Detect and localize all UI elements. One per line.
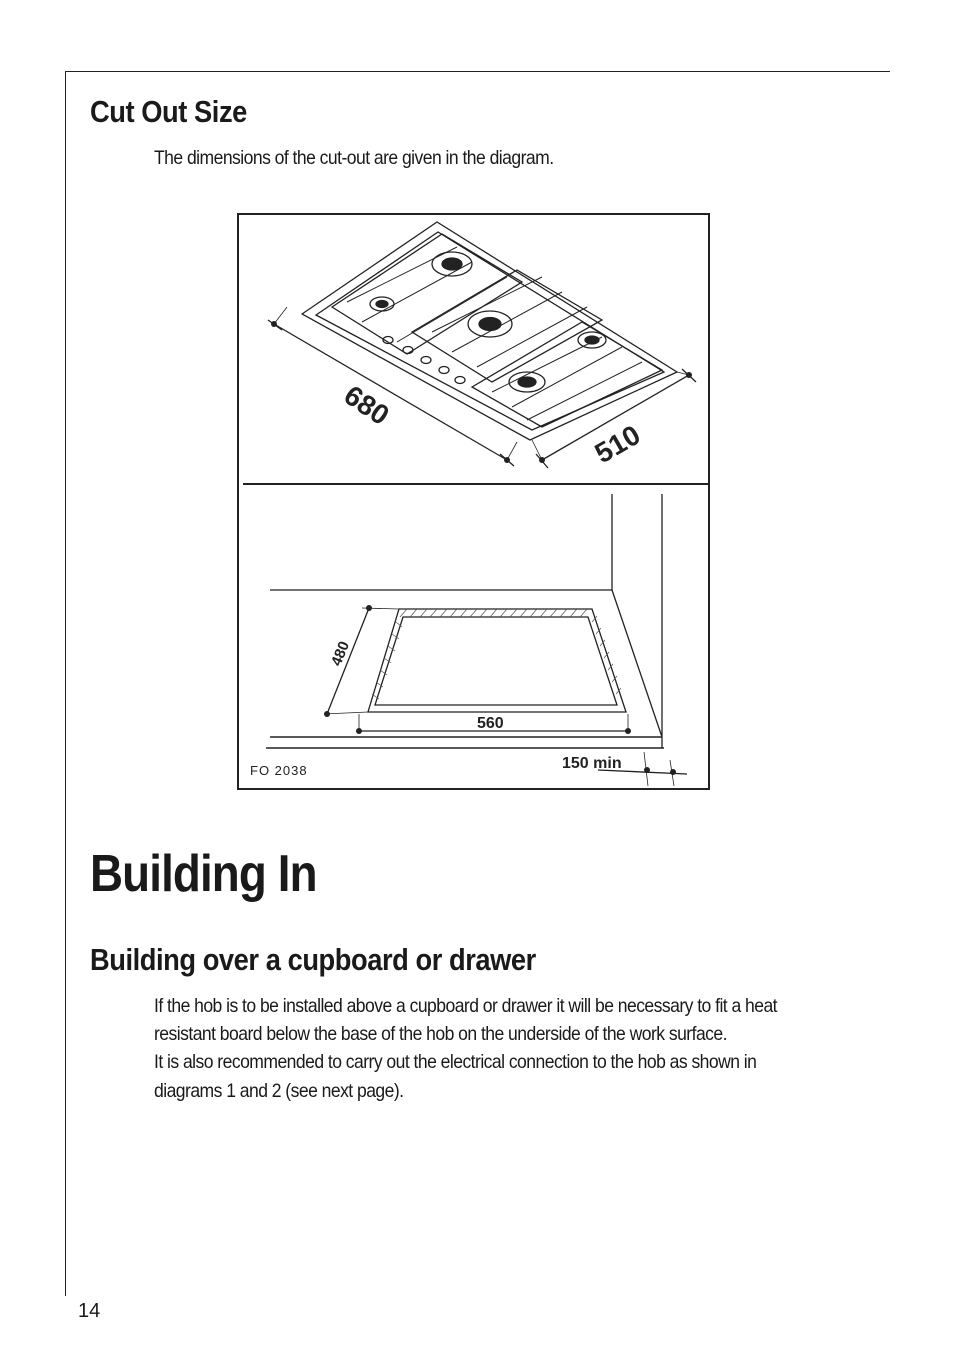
diagram-svg <box>239 215 712 792</box>
pan-support-left <box>332 234 522 354</box>
page-number: 14 <box>78 1300 101 1322</box>
left-margin-rule <box>65 71 66 1296</box>
dim-label-560: 560 <box>477 715 504 732</box>
figure-code: FO 2038 <box>250 763 308 778</box>
cut-out-diagram <box>237 213 710 790</box>
pan-support-middle <box>412 270 602 382</box>
paragraph-line-4: diagrams 1 and 2 (see next page). <box>154 1080 404 1102</box>
dim-label-150min: 150 min <box>562 755 622 772</box>
dim-label-510: 510 <box>589 418 646 470</box>
paragraph-line-3: It is also recommended to carry out the electrical connection to the hob as shown in <box>154 1051 757 1073</box>
knob-3 <box>421 357 431 364</box>
cut-out-size-heading: Cut Out Size <box>90 94 247 129</box>
top-rule <box>65 71 890 72</box>
pan-support-right <box>472 322 662 427</box>
worktop-corner <box>612 494 662 737</box>
cutout-outer <box>368 609 626 712</box>
worktop-back-edge <box>270 494 612 590</box>
knob-2 <box>403 347 413 354</box>
cut-out-intro-text: The dimensions of the cut-out are given in the diagram. <box>154 147 554 169</box>
paragraph-line-1: If the hob is to be installed above a cupboard or drawer it will be necessary to fit a heat <box>154 995 778 1017</box>
paragraph-line-2: resistant board below the base of the hob on the underside of the work surface. <box>154 1023 727 1045</box>
dim-label-480: 480 <box>327 638 354 669</box>
building-in-title: Building In <box>90 845 317 903</box>
knob-5 <box>455 377 465 384</box>
building-over-cupboard-heading: Building over a cupboard or drawer <box>90 942 536 977</box>
cutout-inner <box>375 617 617 705</box>
dim-label-680: 680 <box>338 379 395 432</box>
knob-4 <box>439 367 449 374</box>
